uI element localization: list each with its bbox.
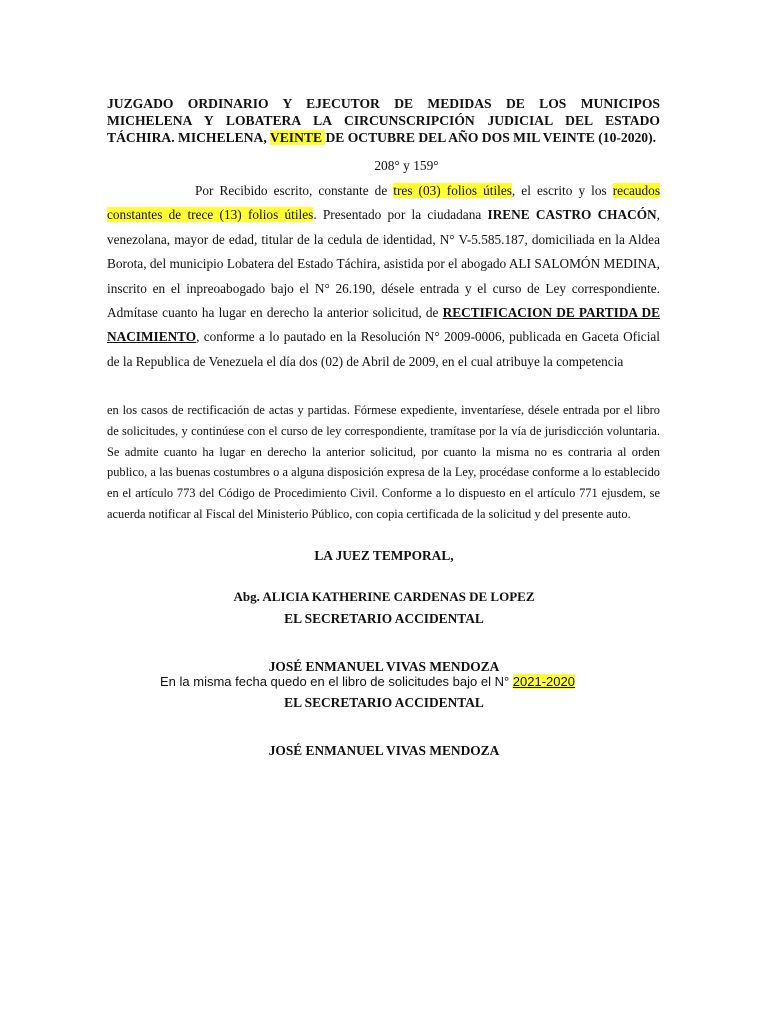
heading-text-1: JUZGADO ORDINARIO Y EJECUTOR DE MEDIDAS DE LOS MUNICIPOS MICHELENA Y LOBATERA LA CIRCUNSCRIPCIÓN JUDICIAL DEL ESTADO TÁCHIRA. MICHELENA, [107, 96, 660, 145]
judge-title: LA JUEZ TEMPORAL, [314, 548, 454, 563]
secretary-name-2: JOSÉ ENMANUEL VIVAS MENDOZA [268, 743, 500, 758]
body-text: Por Recibido escrito, constante de [195, 183, 394, 198]
body-text: . Presentado por la ciudadana [313, 207, 488, 223]
registry-number: 2021-2020 [512, 674, 575, 689]
folios-highlight-1: tres (03) folios útiles [393, 183, 512, 198]
applicant-name: IRENE CASTRO CHACÓN [487, 207, 657, 223]
folios-highlight-2: recaudos constantes de trece (13) folios útiles [107, 183, 660, 223]
registry-note [160, 674, 575, 689]
body-text: , conforme a lo pautado en la Resolución N° 2009-0006, publicada en Gaceta Oficial de la Republica de Venezuela el día dos (02) de Abril de 2009, en el cual atribuye la competencia [107, 329, 660, 369]
years-reference-text: 208° y 159° [374, 158, 439, 173]
secretary-title: EL SECRETARIO ACCIDENTAL [284, 611, 484, 626]
secretary-title-2: EL SECRETARIO ACCIDENTAL [284, 695, 484, 710]
body-paragraph-1 [107, 179, 660, 374]
heading-text-2: DE OCTUBRE DEL AÑO DOS MIL VEINTE (10-2020). [325, 130, 657, 145]
registry-text: En la misma fecha quedo en el libro de solicitudes bajo el N° [160, 674, 513, 689]
secretary-name: JOSÉ ENMANUEL VIVAS MENDOZA [268, 659, 500, 674]
court-heading [107, 95, 660, 146]
judge-name: Abg. ALICIA KATHERINE CARDENAS DE LOPEZ [233, 589, 535, 604]
body-text: , el escrito y los [511, 183, 613, 198]
years-reference [0, 158, 768, 174]
body-text: , venezolana, mayor de edad, titular de la cedula de identidad, N° V-5.585.187, domiciliada en la Aldea Borota, del municipio Lobatera del Estado Táchira, asistida por el abogado ALI SALOMÓN MEDINA, inscrito en el inpreoabogado bajo el N° 26.190, désele entrada y el curso de Ley correspondiente. Admítase cuanto ha lugar en derecho la anterior solicitud, de [107, 207, 660, 321]
body-paragraph-2: en los casos de rectificación de actas y partidas. Fórmese expediente, inventaríese, désele entrada por el libro de solicitudes, y continúese con el curso de ley correspondiente, tramítase por la vía de jurisdicción voluntaria. Se admite cuanto ha lugar en derecho la anterior solicitud, por cuanto la misma no es contraria al orden publico, a las buenas costumbres o a alguna disposición expresa de la Ley, procédase conforme a lo establecido en el artículo 773 del Código de Procedimiento Civil. Conforme a lo dispuesto en el artículo 771 ejusdem, se acuerda notificar al Fiscal del Ministerio Público, con copia certificada de la solicitud y del presente auto. [107, 403, 660, 521]
request-subject: RECTIFICACION DE PARTIDA DE NACIMIENTO [107, 305, 660, 345]
date-highlight: VEINTE [269, 130, 326, 145]
